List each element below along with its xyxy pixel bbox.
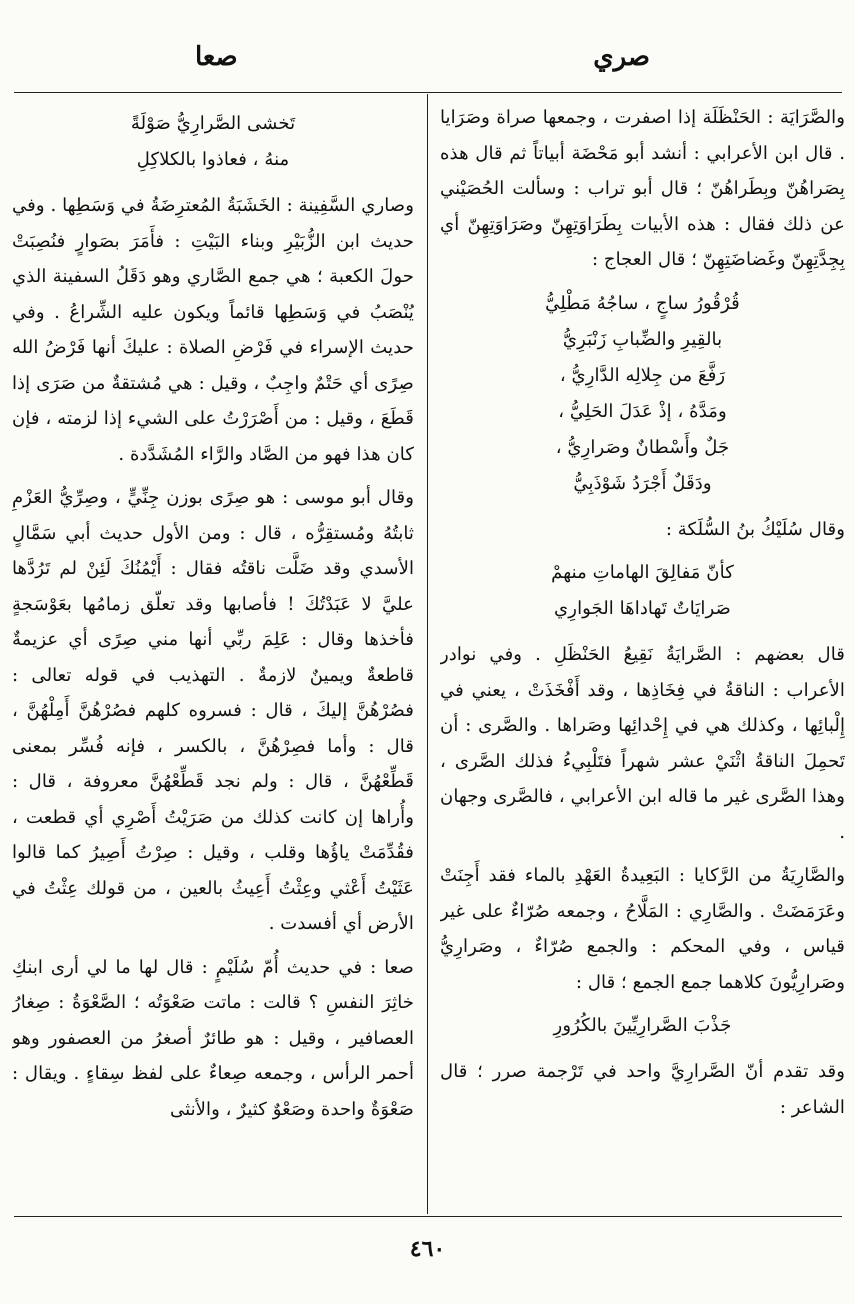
right-column — [440, 100, 845, 1210]
paragraph: قال بعضهم : الصَّرايَةُ نَقِيعُ الحَنْظَلِ . وفي نوادر الأعراب : الناقةُ في فِخَاذِها ، وقد أَفْخَذَتْ ، يعني في إِلْبائِها ، وكذلك هي في إِحْدائِها وصَراها . والصَّرى : أن تَحمِلَ الناقةُ اثْنَيْ عشر شهراً فتَلْبِيءُ فذلك الصَّرى ، وهذا الصَّرى غير ما قاله ابن الأعرابي ، فالصَّرى وجهان . — [440, 644, 845, 843]
paragraph: وقد تقدم أنّ الصَّرارِيَّ واحد في تَرْجمة صرر ؛ قال الشاعر : — [440, 1061, 845, 1118]
paragraph: والصَّارِيَةُ من الرَّكايا : البَعِيدةُ العَهْدِ بالماء فقد أَجِنَتْ وعَرَمَضَتْ . والصَّارِي : المَلَّاحُ ، وجمعه صُرّاءٌ على غير قياس ، وفي المحكم : والجمع صُرّاءٌ ، وصَرارِيُّ وصَرارِيُّونَ كلاهما جمع الجمع ؛ قال : — [440, 865, 845, 993]
verse-block — [440, 1008, 845, 1044]
verse-line: بالقِيرِ والضِّبابِ زَنْبَرِيُّ — [562, 328, 723, 350]
header-rule — [14, 92, 842, 93]
left-column — [12, 100, 414, 1210]
verse-block — [440, 286, 845, 502]
verse-line: ودَقَلٌ أَجْرَدُ شَوْذَبِيُّ — [573, 472, 712, 494]
verse-line: رَفَّعَ من جِلالِه الدَّارِيُّ ، — [559, 364, 726, 386]
paragraph: صعا : في حديث أُمّ سُلَيْمٍ : قال لها ما لي أرى ابنكِ خاثِرَ النفسِ ؟ قالت : ماتت صَعْوَتُه ؛ الصَّعْوَةُ : صِغارُ العصافير ، وقيل : هو طائرٌ أصغرُ من العصفور وهو أحمر الرأس ، وجمعه صِعاءٌ على لفظ سِقاءٍ . ويقال : صَعْوَةٌ واحدة وصَعْوٌ كثيرٌ ، والأنثى — [12, 956, 414, 1120]
paragraph: وصاري السَّفِينة : الخَشَبَةُ المُعترِضَةُ في وَسَطِها . وفي حديث ابن الزُّبَيْرِ وبناء البَيْتِ : فأَمَرَ بصَوارٍ فنُصِبَتْ حولَ الكعبة ؛ هي جمع الصَّاري وهو دَقَلُ السفينة الذي يُنْصَبُ في وَسَطِها قائماً ويكون عليه الشِّراعُ . وفي حديث الإسراء في فَرْضِ الصلاة : عليكَ أنها فَرْضُ الله صِرًى أي حَتْمٌ واجِبٌ ، وقيل : هي مُشتقةٌ من صَرَى إذا قَطَعَ ، وقيل : من أَصْرَرْتُ على الشيء إذا لزمته ، فإن كان هذا فهو من الصَّاد والرَّاء المُشَدَّدة . — [12, 195, 414, 465]
verse-line: جَلٌ وأَسْطانٌ وصَرارِيُّ ، — [555, 436, 730, 458]
column-divider — [427, 94, 428, 1214]
page-number: ٤٦٠ — [409, 1236, 446, 1262]
paragraph: وقال أبو موسى : هو صِرًى بوزن جِنِّيٍّ ، وصِرِّيُّ العَزْمِ ثابتُهُ ومُستقِرُّه ، قال : ومن الأول حديث أبي سَمَّالٍ الأسدي وقد ضَلَّت ناقتُه فقال : أَيْمُنُكَ لَئِنْ لم تَرُدَّها عليَّ لا عَبَدْتُكَ ! فأصابها وقد تعلّق زمامُها بعَوْسَجةٍ فأخذها وقال : عَلِمَ ربِّي أنها مني صِرًى أي عزيمةٌ قاطعةٌ ويمينٌ لازمةٌ . التهذيب في قوله تعالى : فصُرْهُنَّ إليكَ ، قال : فسروه كلهم فصُرْهُنَّ أَمِلْهُنَّ ، قال : وأما فصِرْهُنَّ ، بالكسر ، فإنه فُسِّر بمعنى قَطِّعْهُنَّ ، قال : ولم نجد قَطِّعْهُنَّ معروفة ، قال : وأُراها إن كانت كذلك من صَرَيْتُ أَصْرِي أي قطعت ، فقُدِّمَتْ ياؤُها وقلب ، وقيل : صِرْتُ أَصِيرُ كما قالوا عَثَيْتُ أَعْثي وعِثْتُ أَعِيثُ بالعين ، من قولك عِثْتُ في الأرض أي أفسدت . — [12, 487, 414, 934]
footer-rule — [14, 1216, 842, 1217]
verse-line: صَرايَاتٌ تَهاداهَا الجَوارِي — [554, 598, 731, 619]
verse-line: منهُ ، فعاذوا بالكلاكِلِ — [136, 149, 290, 170]
verse-block — [12, 106, 414, 178]
header-headword-left: صعا — [195, 42, 238, 72]
paragraph: وقال سُلَيْكُ بنُ السُّلَكة : — [665, 518, 845, 540]
header-headword-right: صري — [593, 42, 650, 72]
verse-line: جَذْبَ الصَّرارِيِّينَ بالكُرُورِ — [553, 1015, 732, 1036]
verse-block — [440, 555, 845, 627]
paragraph: والصَّرَايَة : الحَنْظَلَة إذا اصفرت ، وجمعها صراة وصَرَايا . قال ابن الأعرابي : أنشد أبو مَحْضَة أبياتاً ثم قال هذه بِصَراهُنّ وبِطَراهُنّ ؛ قال أبو تراب : وسألت الحُصَيْني عن ذلك فقال : هذه الأبيات بِطَرَاوَتِهِنّ وصَرَاوَتِهِنّ أي بِجِدَّتِهِنّ وغَضاضَتِهِنّ ؛ قال العجاج : — [440, 107, 845, 270]
verse-line: قُرْقُورُ ساجٍ ، ساجُهُ مَطْلِيُّ — [545, 292, 740, 314]
verse-line: تَخشى الصَّرارِيُّ صَوْلَةً — [130, 113, 296, 134]
verse-line: كأنّ مَفالِقَ الهاماتِ منهمْ — [551, 562, 734, 583]
verse-line: ومَدَّهُ ، إذْ عَدَلَ الحَلِيُّ ، — [558, 400, 727, 422]
